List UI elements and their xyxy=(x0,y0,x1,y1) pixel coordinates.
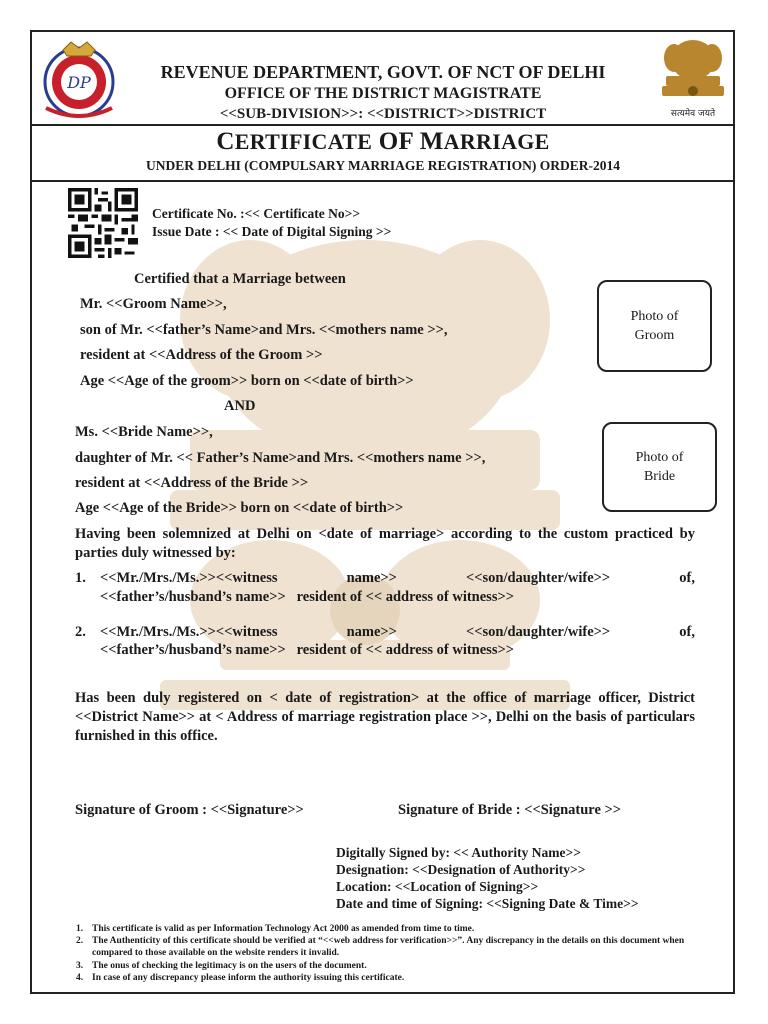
certified-line: Certified that a Marriage between xyxy=(134,271,346,287)
note-2-number: 2. xyxy=(76,936,84,946)
department-name: REVENUE DEPARTMENT, GOVT. OF NCT OF DELHI xyxy=(160,62,606,82)
note-1-number: 1. xyxy=(76,924,84,934)
signer-designation: Designation: <<Designation of Authority>> xyxy=(336,862,586,877)
bride-signature: Signature of Bride : <<Signature >> xyxy=(398,802,622,818)
witness-2-name: name>> xyxy=(346,624,397,640)
note-3 xyxy=(76,961,692,973)
title-word-of: OF xyxy=(372,128,420,155)
photo-bride-box: Photo of Bride xyxy=(602,422,717,512)
title-word-marriage: ARRIAGE xyxy=(443,129,550,154)
witness-1-details: <<father’s/husband’s name>> resident of << address of witness>> xyxy=(100,589,514,605)
title-initial-c: C xyxy=(216,128,235,155)
title-word-certificate: ERTIFICATE xyxy=(234,129,373,154)
certificate-number: Certificate No. :<< Certificate No>> xyxy=(152,206,361,221)
witness-1-of: of, xyxy=(679,570,695,586)
bride-age: Age <<Age of the Bride>> born on <<date of birth>> xyxy=(75,500,404,516)
note-3-number: 3. xyxy=(76,961,84,971)
qr-code-icon xyxy=(66,188,140,258)
office-name: OFFICE OF THE DISTRICT MAGISTRATE xyxy=(224,85,542,102)
note-4 xyxy=(76,973,692,985)
header-divider xyxy=(30,124,735,126)
solemnized-paragraph: Having been solemnized at Delhi on <date of marriage> according to the custom practiced by parties duly witnessed by: xyxy=(75,526,695,561)
svg-text:DP: DP xyxy=(67,73,91,92)
witness-2-number: 2. xyxy=(75,624,86,640)
bride-name: Ms. <<Bride Name>>, xyxy=(75,424,213,440)
note-2 xyxy=(76,936,692,959)
title-initial-m: M xyxy=(419,128,444,155)
note-3-text: The onus of checking the legitimacy is on the users of the document. xyxy=(92,961,367,971)
certificate-title xyxy=(100,128,666,156)
signing-location: Location: <<Location of Signing>> xyxy=(336,879,539,894)
witness-1-number: 1. xyxy=(75,570,86,586)
witness-1-line xyxy=(100,570,695,587)
emblem-motto: सत्यमेव जयते xyxy=(670,109,716,119)
certificate-subtitle: UNDER DELHI (COMPULSARY MARRIAGE REGISTRATION) ORDER-2014 xyxy=(146,158,620,173)
note-4-text: In case of any discrepancy please inform the authority issuing this certificate. xyxy=(92,973,405,983)
witness-2-title: <<Mr./Mrs./Ms.>><<witness xyxy=(100,624,278,640)
witness-2-relation: <<son/daughter/wife>> xyxy=(465,624,611,640)
note-4-number: 4. xyxy=(76,973,84,983)
witness-2-line xyxy=(100,624,695,641)
and-separator: AND xyxy=(224,398,256,414)
groom-name: Mr. <<Groom Name>>, xyxy=(80,296,227,312)
signed-by: Digitally Signed by: << Authority Name>> xyxy=(336,845,581,860)
note-2-text: The Authenticity of this certificate should be verified at “<<web address for verification>>”. Any discrepancy in the details on this document when compared to those available on the website renders it invalid. xyxy=(92,936,685,958)
issue-date: Issue Date : << Date of Digital Signing >> xyxy=(152,224,392,239)
subdivision-line: <<SUB-DIVISION>>: <<DISTRICT>>DISTRICT xyxy=(219,106,547,122)
groom-age: Age <<Age of the groom>> born on <<date of birth>> xyxy=(80,373,414,389)
signing-date-time: Date and time of Signing: <<Signing Date & Time>> xyxy=(336,896,639,911)
photo-groom-box: Photo of Groom xyxy=(597,280,712,372)
bride-parents: daughter of Mr. << Father’s Name>and Mrs. <<mothers name >>, xyxy=(75,450,486,466)
witness-1-relation: <<son/daughter/wife>> xyxy=(465,570,611,586)
groom-address: resident at <<Address of the Groom >> xyxy=(80,347,323,363)
title-divider xyxy=(30,180,735,182)
note-1 xyxy=(76,924,692,936)
groom-parents: son of Mr. <<father’s Name>and Mrs. <<mothers name >>, xyxy=(80,322,448,338)
groom-signature: Signature of Groom : <<Signature>> xyxy=(75,802,304,818)
bride-address: resident at <<Address of the Bride >> xyxy=(75,475,309,491)
witness-2-details: <<father’s/husband’s name>> resident of << address of witness>> xyxy=(100,642,514,658)
witness-1-name: name>> xyxy=(346,570,397,586)
registration-paragraph: Has been duly registered on < date of registration> at the office of marriage officer, District <<District Name>> at < Address of marriage registration place >>, Delhi on the basis of particulars furnished in this office. xyxy=(75,690,695,744)
witness-2-of: of, xyxy=(679,624,695,640)
witness-1-title: <<Mr./Mrs./Ms.>><<witness xyxy=(100,570,278,586)
note-1-text: This certificate is valid as per Information Technology Act 2000 as amended from time to time. xyxy=(92,924,475,934)
